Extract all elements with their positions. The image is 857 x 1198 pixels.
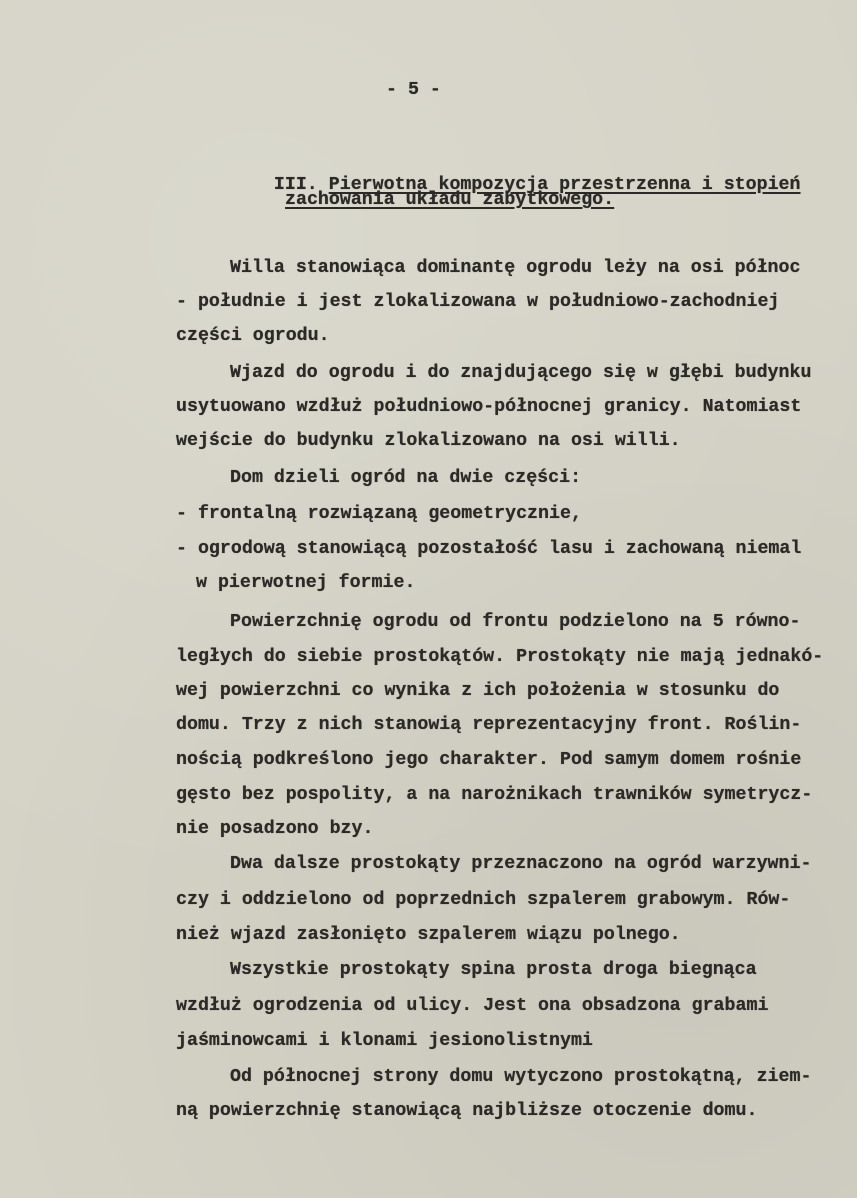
list-item-continuation: w pierwotnej formie. xyxy=(196,573,416,593)
body-line: domu. Trzy z nich stanowią reprezentacyjny front. Roślin- xyxy=(176,715,802,735)
body-line: Dwa dalsze prostokąty przeznaczono na ogród warzywni- xyxy=(230,854,812,874)
body-line: części ogrodu. xyxy=(176,326,330,346)
body-line: usytuowano wzdłuż południowo-północnej granicy. Natomiast xyxy=(176,397,802,417)
body-line: ległych do siebie prostokątów. Prostokąty nie mają jednakó- xyxy=(176,647,824,667)
body-line: ną powierzchnię stanowiącą najbliższe otoczenie domu. xyxy=(176,1101,758,1121)
body-line: wzdłuż ogrodzenia od ulicy. Jest ona obsadzona grabami xyxy=(176,996,769,1016)
body-line: wejście do budynku zlokalizowano na osi willi. xyxy=(176,431,681,451)
heading-title-part-1: Pierwotna kompozycja przestrzenna i stopień xyxy=(328,175,801,195)
list-item: - frontalną rozwiązaną geometrycznie, xyxy=(176,504,582,524)
body-line: czy i oddzielono od poprzednich szpalerem grabowym. Rów- xyxy=(176,890,791,910)
body-line: jaśminowcami i klonami jesionolistnymi xyxy=(176,1031,593,1051)
heading-title-part-2: zachowania układu zabytkowego. xyxy=(285,190,615,210)
body-line: Dom dzieli ogród na dwie części: xyxy=(230,468,582,488)
body-line: nież wjazd zasłonięto szpalerem wiązu polnego. xyxy=(176,925,681,945)
body-line: Willa stanowiąca dominantę ogrodu leży na osi północ xyxy=(230,258,801,278)
body-line: Powierzchnię ogrodu od frontu podzielono na 5 równo- xyxy=(230,612,801,632)
body-line: Od północnej strony domu wytyczono prostokątną, ziem- xyxy=(230,1067,812,1087)
body-line: Wszystkie prostokąty spina prosta droga biegnąca xyxy=(230,960,757,980)
body-line: nie posadzono bzy. xyxy=(176,819,374,839)
body-line: - południe i jest zlokalizowana w południowo-zachodniej xyxy=(176,292,780,312)
list-item: - ogrodową stanowiącą pozostałość lasu i zachowaną niemal xyxy=(176,539,802,559)
body-line: nością podkreślono jego charakter. Pod samym domem rośnie xyxy=(176,750,802,770)
body-line: wej powierzchni co wynika z ich położenia w stosunku do xyxy=(176,681,780,701)
page-number: - 5 - xyxy=(386,80,441,100)
heading-numeral: III. xyxy=(273,175,318,195)
body-line: Wjazd do ogrodu i do znajdującego się w głębi budynku xyxy=(230,363,812,383)
body-line: gęsto bez pospolity, a na narożnikach trawników symetrycz- xyxy=(176,785,813,805)
